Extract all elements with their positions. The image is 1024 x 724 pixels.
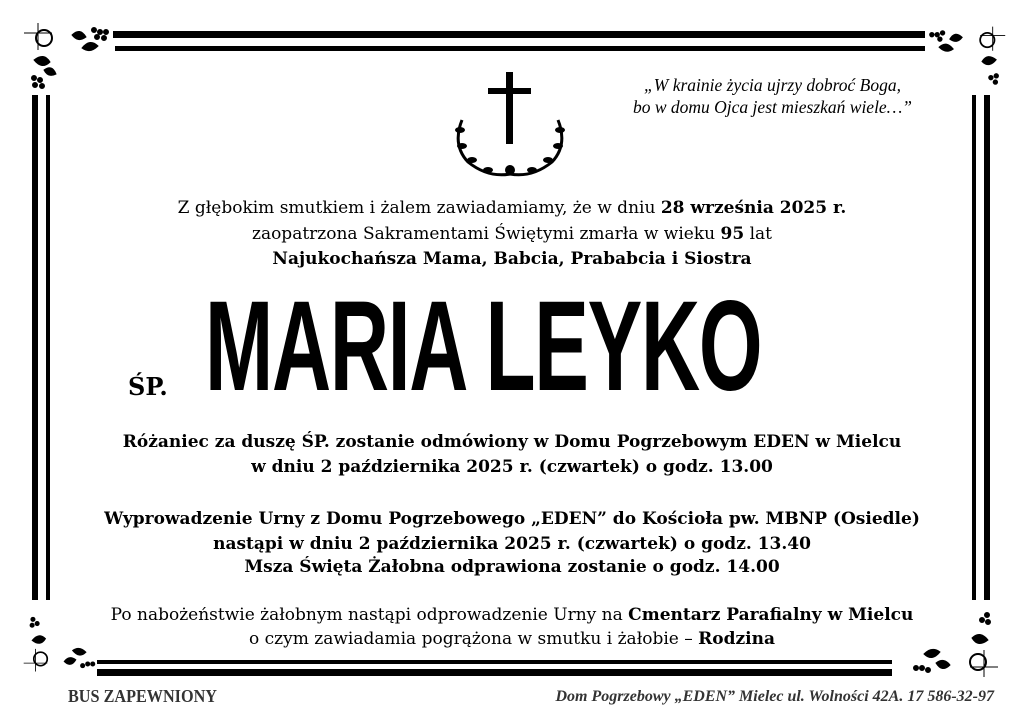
funeral-line-1: Wyprowadzenie Urny z Domu Pogrzebowego „EDEN” do Kościoła pw. MBNP (Osiedle) [104,509,920,529]
corner-ornament-top-left [22,20,117,95]
cemetery: Cmentarz Parafialny w Mielcu [628,605,914,625]
deceased-name-text: MARIA LEYKO [205,275,762,418]
burial-text: o czym zawiadamia pogrążona w smutku i żałobie – [249,629,699,649]
bible-quote [600,74,945,118]
rosary-line-2: w dniu 2 października 2025 r. (czwartek) o godz. 13.00 [251,457,773,477]
border-bottom-thick [97,669,892,676]
bus-notice: BUS ZAPEWNIONY [68,686,217,706]
funeral-home-contact: Dom Pogrzebowy „EDEN” Mielec ul. Wolności 42A. 17 586-32-97 [555,688,994,705]
deceased-name [205,275,815,418]
death-date: 28 września 2025 r. [660,198,847,218]
quote-line-2: bo w domu Ojca jest mieszkań wiele…” [632,97,912,117]
announcement-line-1 [0,197,1024,219]
burial-line-2 [0,628,1024,650]
sp-prefix: ŚP. [128,372,168,401]
announcement-text: lat [744,224,772,244]
burial-text: Po nabożeństwie żałobnym nastąpi odprowadzenie Urny na [110,605,629,625]
family: Rodzina [698,629,775,649]
funeral-line-2: nastąpi w dniu 2 października 2025 r. (czwartek) o godz. 13.40 [213,534,811,554]
age: 95 [720,224,745,244]
quote-line-1: „W krainie życia ujrzy dobroć Boga, [644,75,901,95]
announcement-text: zaopatrzona Sakramentami Świętymi zmarła w wieku [251,224,721,244]
cross-wreath-icon [448,70,572,180]
mass-line: Msza Święta Żałobna odprawiona zostanie o godz. 14.00 [244,557,780,577]
border-top-thick [113,31,925,38]
announcement-text: Z głębokim smutkiem i żalem zawiadamiamy, że w dniu [177,198,661,218]
announcement-line-2 [0,223,1024,245]
relations-line: Najukochańsza Mama, Babcia, Prababcia i Siostra [272,249,752,269]
rosary-line-1: Różaniec za duszę ŚP. zostanie odmówiony w Domu Pogrzebowym EDEN w Mielcu [122,432,902,452]
border-bottom-thin [97,660,892,664]
border-top-thin [115,46,925,51]
burial-line-1 [0,604,1024,626]
